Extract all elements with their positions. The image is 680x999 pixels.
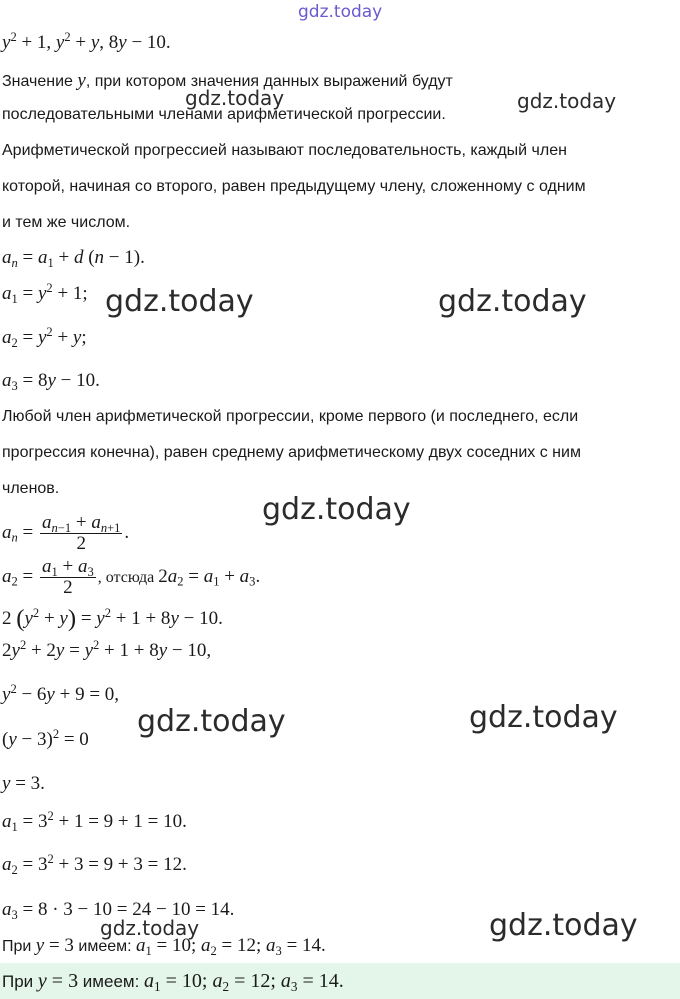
equation-step-4: $(y - 3)^2 = 0$ (2, 727, 89, 750)
equation-step-2: $2y^2 + 2y = y^2 + 1 + 8y - 10$, (2, 638, 212, 661)
question-line-2: последовательными членами арифметической прогрессии. (2, 106, 446, 123)
watermark: gdz.today (438, 284, 587, 319)
a2-formula: $a_2 = y^2 + y$; (2, 325, 87, 350)
watermark: gdz.today (469, 700, 618, 735)
result-a2: $a_2 = 3^2 + 3 = 9 + 3 = 12$. (2, 852, 187, 877)
definition-line-1: Арифметической прогрессией называют последовательность, каждый член (2, 142, 567, 159)
general-formula: $a_n = a_1 + d$ (n − 1). (2, 247, 145, 270)
a2-mean-formula: $a_2$ = $\frac{a_1 + a_3}{2}$ , отсюда $2a_2 = a_1 + a_3$. (2, 556, 261, 598)
watermark: gdz.today (105, 284, 254, 319)
equation-step-1: 2 $(y^2 + y) = y^2 + 1 + 8y - 10$. (2, 605, 223, 632)
definition-line-2: которой, начиная со второго, равен предыдущему члену, сложенному с одним (2, 178, 586, 195)
answer-highlight-text: При y = 3 имеем: $a_1 = 10$; $a_2 = 12$; $a_3 = 14$. (2, 970, 344, 994)
equation-step-5: y = 3. (2, 773, 45, 794)
watermark: gdz.today (489, 908, 638, 943)
property-line-1: Любой член арифметической прогрессии, кроме первого (и последнего, если (2, 408, 579, 425)
property-line-3: членов. (2, 480, 60, 497)
definition-line-3: и тем же числом. (2, 214, 131, 231)
watermark: gdz.today (262, 492, 411, 527)
question-line-1: Значение y, при котором значения данных выражений будут (2, 70, 453, 91)
watermark: gdz.today (517, 89, 617, 113)
property-line-2: прогрессия конечна), равен среднему арифметическому двух соседних с ним (2, 444, 581, 461)
watermark: gdz.today (137, 704, 286, 739)
result-a3: $a_3 = 8 \cdot 3 - 10 = 24 - 10 = 14$. (2, 899, 235, 922)
a1-formula: $a_1 = y^2 + 1$; (2, 281, 88, 306)
watermark-top: gdz.today (298, 2, 383, 22)
expressions-line: $y^2 + 1$, $y^2 + y$, 8y − 10. (2, 30, 171, 53)
answer-line: При y = 3 имеем: $a_1 = 10$; $a_2 = 12$; $a_3 = 14$. (2, 935, 326, 958)
mean-formula: $a_n$ = $\frac{a_{n-1} + a_{n+1}}{2}$ . (2, 512, 130, 554)
a3-formula: $a_3 = 8y - 10$. (2, 370, 100, 393)
result-a1: $a_1 = 3^2 + 1 = 9 + 1 = 10$. (2, 809, 187, 834)
watermark: gdz.today (100, 916, 200, 940)
equation-step-3: $y^2 - 6y + 9 = 0$, (2, 682, 120, 705)
watermark: gdz.today (185, 86, 285, 110)
